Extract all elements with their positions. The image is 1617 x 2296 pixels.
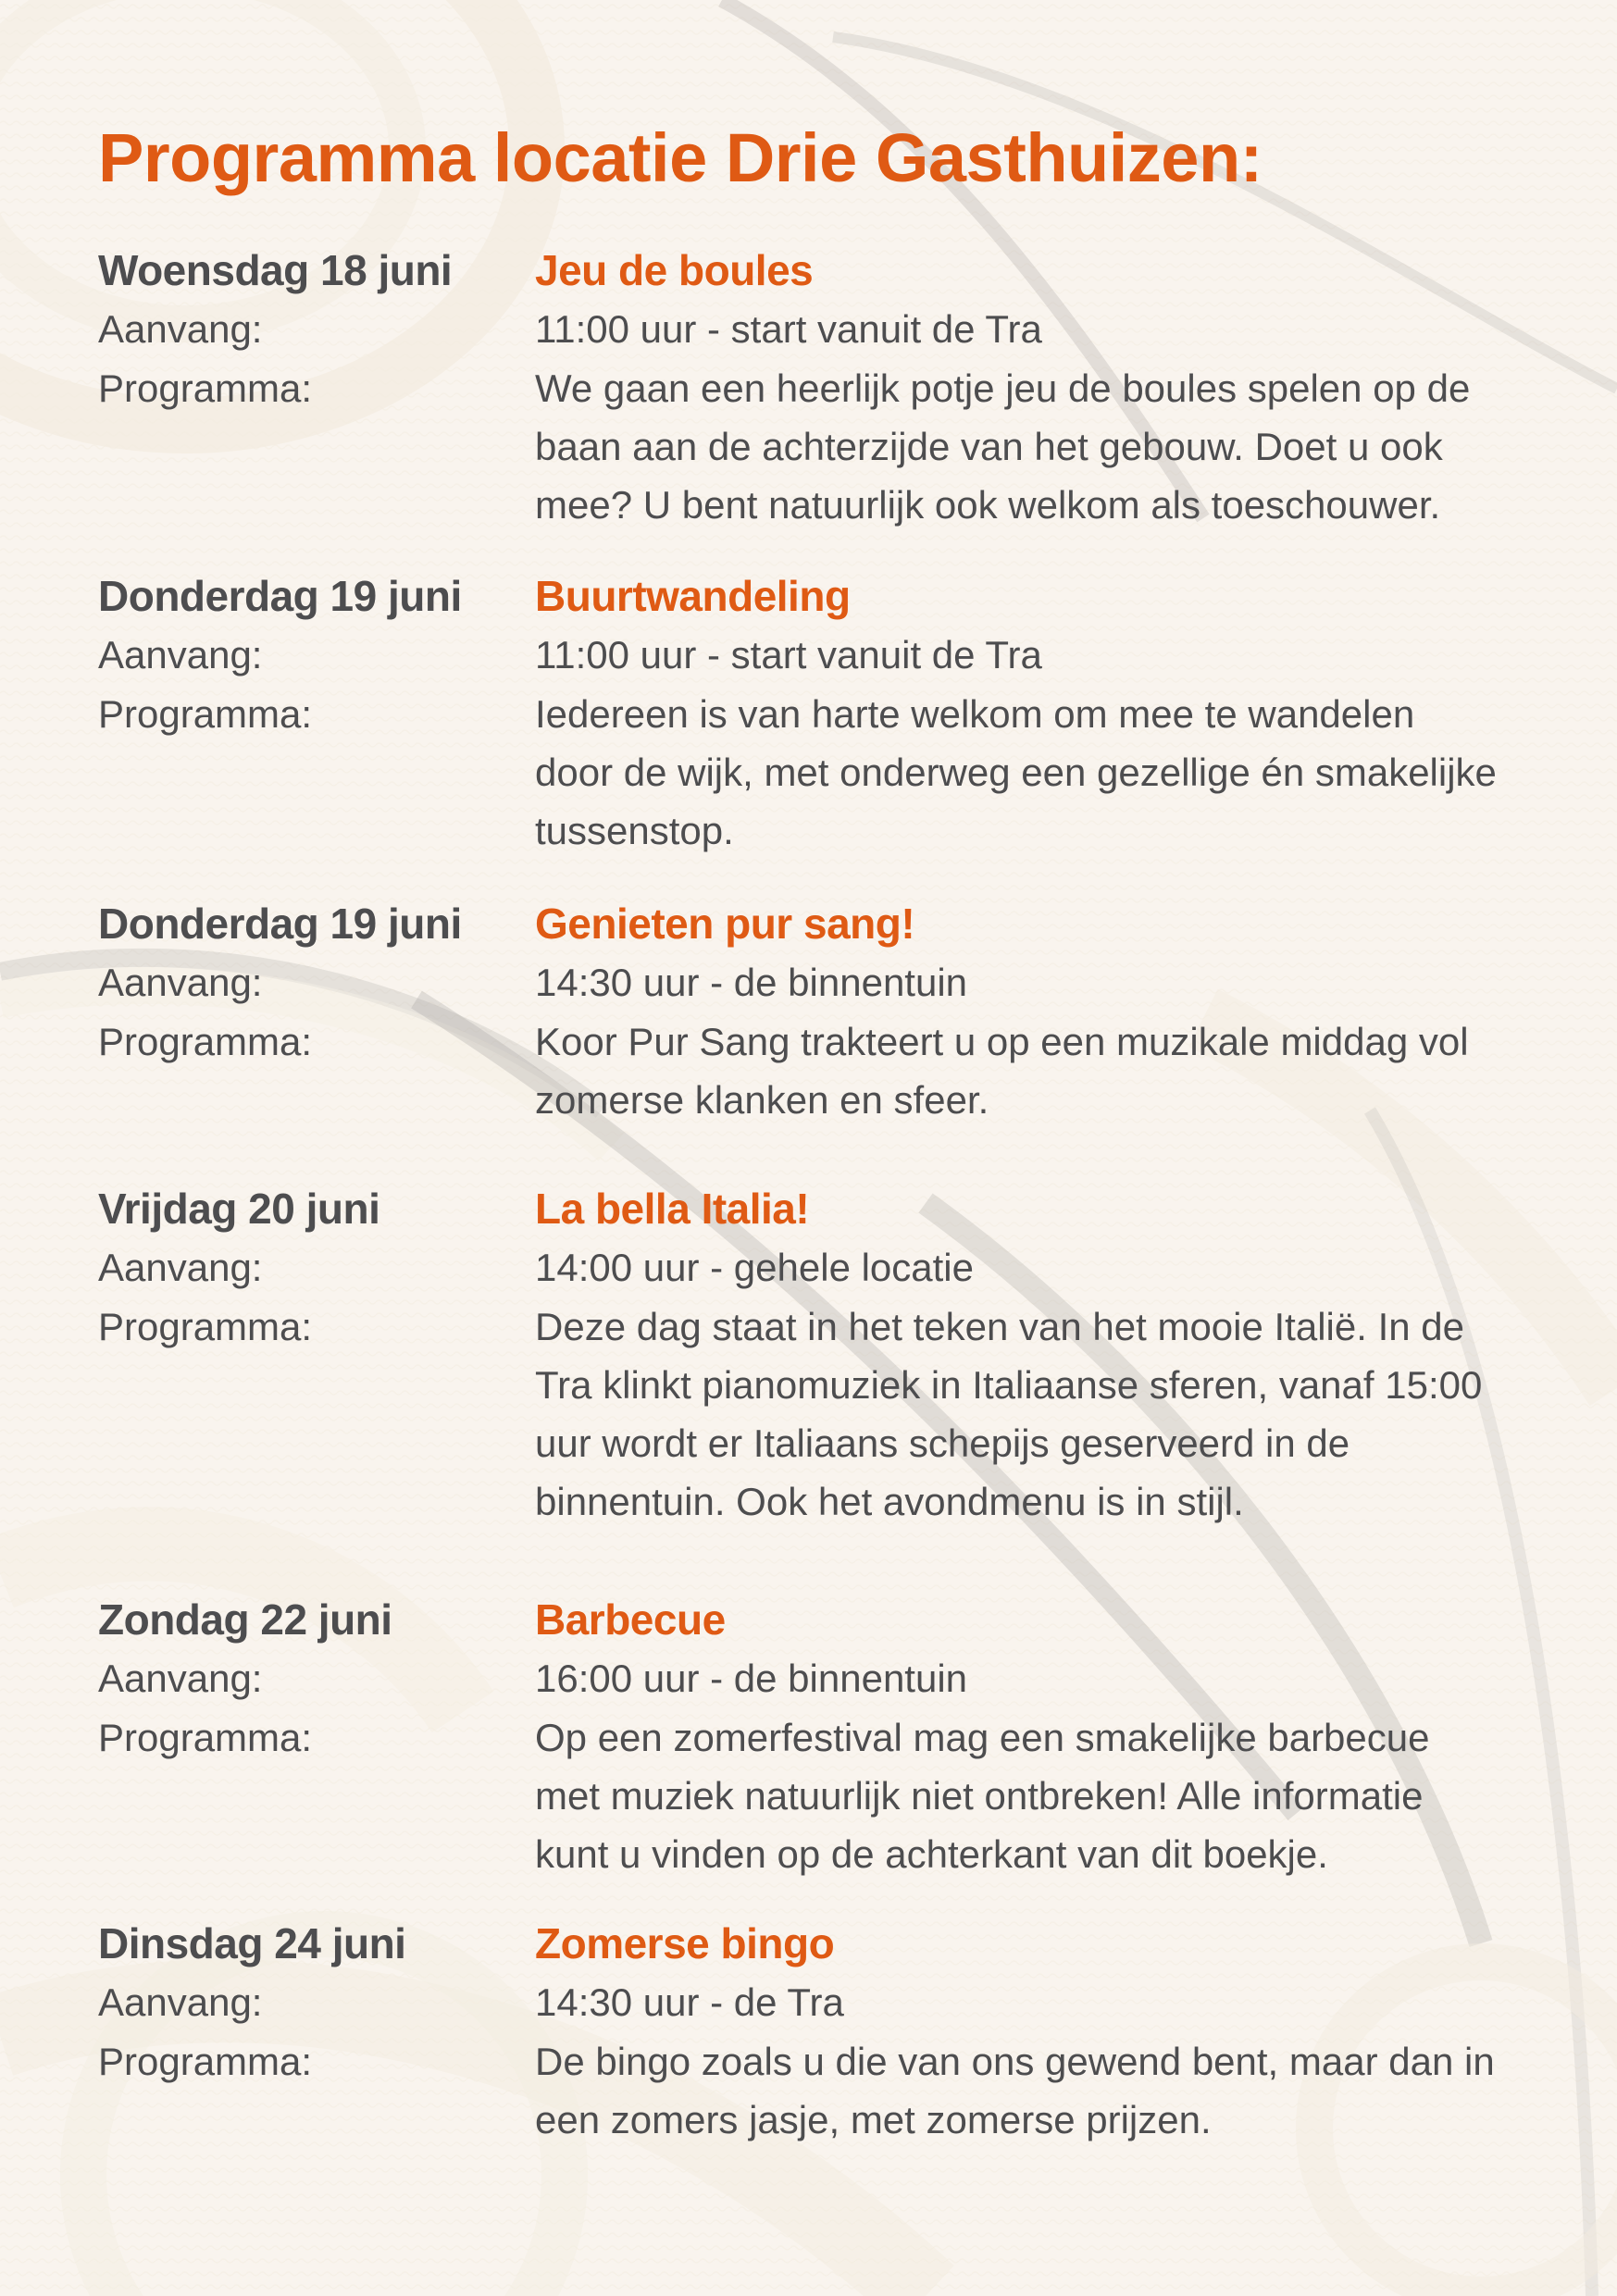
event-start-row bbox=[98, 626, 1579, 685]
aanvang-label: Aanvang: bbox=[98, 1246, 263, 1289]
description-line: door de wijk, met onderweg een gezellige én smakelijke bbox=[535, 751, 1497, 794]
description-line: binnentuin. Ook het avondmenu is in stijl. bbox=[535, 1480, 1244, 1523]
event-program-row bbox=[98, 2032, 1579, 2149]
aanvang-label: Aanvang: bbox=[98, 1657, 263, 1700]
description-line: De bingo zoals u die van ons gewend bent, maar dan in bbox=[535, 2040, 1495, 2083]
event-title: Barbecue bbox=[535, 1595, 726, 1644]
event-description bbox=[535, 1012, 1572, 1129]
programma-label: Programma: bbox=[98, 2040, 313, 2083]
event-description bbox=[535, 1708, 1572, 1883]
programma-label: Programma: bbox=[98, 692, 313, 736]
description-line: Deze dag staat in het teken van het mooie Italië. In de bbox=[535, 1305, 1464, 1348]
event-title: Jeu de boules bbox=[535, 246, 814, 294]
event-jeu-de-boules bbox=[98, 241, 1579, 534]
event-genieten-pur-sang bbox=[98, 894, 1579, 1129]
description-line: Tra klinkt pianomuziek in Italiaanse sferen, vanaf 15:00 bbox=[535, 1363, 1483, 1407]
event-day: Donderdag 19 juni bbox=[98, 572, 462, 620]
event-day: Zondag 22 juni bbox=[98, 1595, 392, 1644]
event-time: 14:30 uur - de binnentuin bbox=[535, 961, 968, 1004]
event-la-bella-italia bbox=[98, 1179, 1579, 1531]
event-start-row bbox=[98, 1238, 1579, 1297]
event-title: Buurtwandeling bbox=[535, 572, 851, 620]
event-description bbox=[535, 359, 1572, 534]
event-day: Donderdag 19 juni bbox=[98, 900, 462, 948]
event-title: La bella Italia! bbox=[535, 1185, 810, 1233]
description-line: tussenstop. bbox=[535, 809, 734, 852]
event-day: Woensdag 18 juni bbox=[98, 246, 453, 294]
aanvang-label: Aanvang: bbox=[98, 307, 263, 351]
event-buurtwandeling bbox=[98, 566, 1579, 860]
programma-label: Programma: bbox=[98, 1716, 313, 1759]
aanvang-label: Aanvang: bbox=[98, 633, 263, 676]
event-title: Zomerse bingo bbox=[535, 1919, 835, 1967]
event-time: 14:30 uur - de Tra bbox=[535, 1980, 844, 2024]
description-line: Op een zomerfestival mag een smakelijke barbecue bbox=[535, 1716, 1430, 1759]
event-start-row bbox=[98, 1649, 1579, 1708]
event-header-row bbox=[98, 566, 1579, 626]
event-zomerse-bingo bbox=[98, 1914, 1579, 2149]
event-program-row bbox=[98, 1297, 1579, 1531]
event-day: Dinsdag 24 juni bbox=[98, 1919, 406, 1967]
description-line: Iedereen is van harte welkom om mee te wandelen bbox=[535, 692, 1415, 736]
event-day: Vrijdag 20 juni bbox=[98, 1185, 380, 1233]
event-time: 14:00 uur - gehele locatie bbox=[535, 1246, 974, 1289]
event-description bbox=[535, 2032, 1572, 2149]
description-line: een zomers jasje, met zomerse prijzen. bbox=[535, 2098, 1212, 2141]
description-line: met muziek natuurlijk niet ontbreken! Alle informatie bbox=[535, 1774, 1424, 1818]
event-description bbox=[535, 1297, 1572, 1531]
event-header-row bbox=[98, 894, 1579, 953]
programma-label: Programma: bbox=[98, 1020, 313, 1063]
description-line: Koor Pur Sang trakteert u op een muzikale middag vol bbox=[535, 1020, 1469, 1063]
page-title: Programma locatie Drie Gasthuizen: bbox=[98, 119, 1263, 196]
description-line: mee? U bent natuurlijk ook welkom als toeschouwer. bbox=[535, 483, 1441, 527]
event-time: 16:00 uur - de binnentuin bbox=[535, 1657, 968, 1700]
description-line: kunt u vinden op de achterkant van dit boekje. bbox=[535, 1832, 1328, 1876]
event-barbecue bbox=[98, 1590, 1579, 1883]
event-header-row bbox=[98, 1914, 1579, 1973]
description-line: zomerse klanken en sfeer. bbox=[535, 1078, 989, 1122]
event-program-row bbox=[98, 685, 1579, 860]
event-start-row bbox=[98, 300, 1579, 359]
programma-label: Programma: bbox=[98, 366, 313, 410]
event-time: 11:00 uur - start vanuit de Tra bbox=[535, 307, 1042, 351]
event-header-row bbox=[98, 1179, 1579, 1238]
event-program-row bbox=[98, 1012, 1579, 1129]
event-program-row bbox=[98, 1708, 1579, 1883]
event-header-row bbox=[98, 1590, 1579, 1649]
programma-label: Programma: bbox=[98, 1305, 313, 1348]
event-header-row bbox=[98, 241, 1579, 300]
event-start-row bbox=[98, 953, 1579, 1012]
description-line: We gaan een heerlijk potje jeu de boules spelen op de bbox=[535, 366, 1471, 410]
description-line: baan aan de achterzijde van het gebouw. Doet u ook bbox=[535, 425, 1443, 468]
event-time: 11:00 uur - start vanuit de Tra bbox=[535, 633, 1042, 676]
aanvang-label: Aanvang: bbox=[98, 961, 263, 1004]
event-start-row bbox=[98, 1973, 1579, 2032]
aanvang-label: Aanvang: bbox=[98, 1980, 263, 2024]
event-description bbox=[535, 685, 1572, 860]
description-line: uur wordt er Italiaans schepijs geserveerd in de bbox=[535, 1421, 1350, 1465]
event-program-row bbox=[98, 359, 1579, 534]
event-title: Genieten pur sang! bbox=[535, 900, 915, 948]
